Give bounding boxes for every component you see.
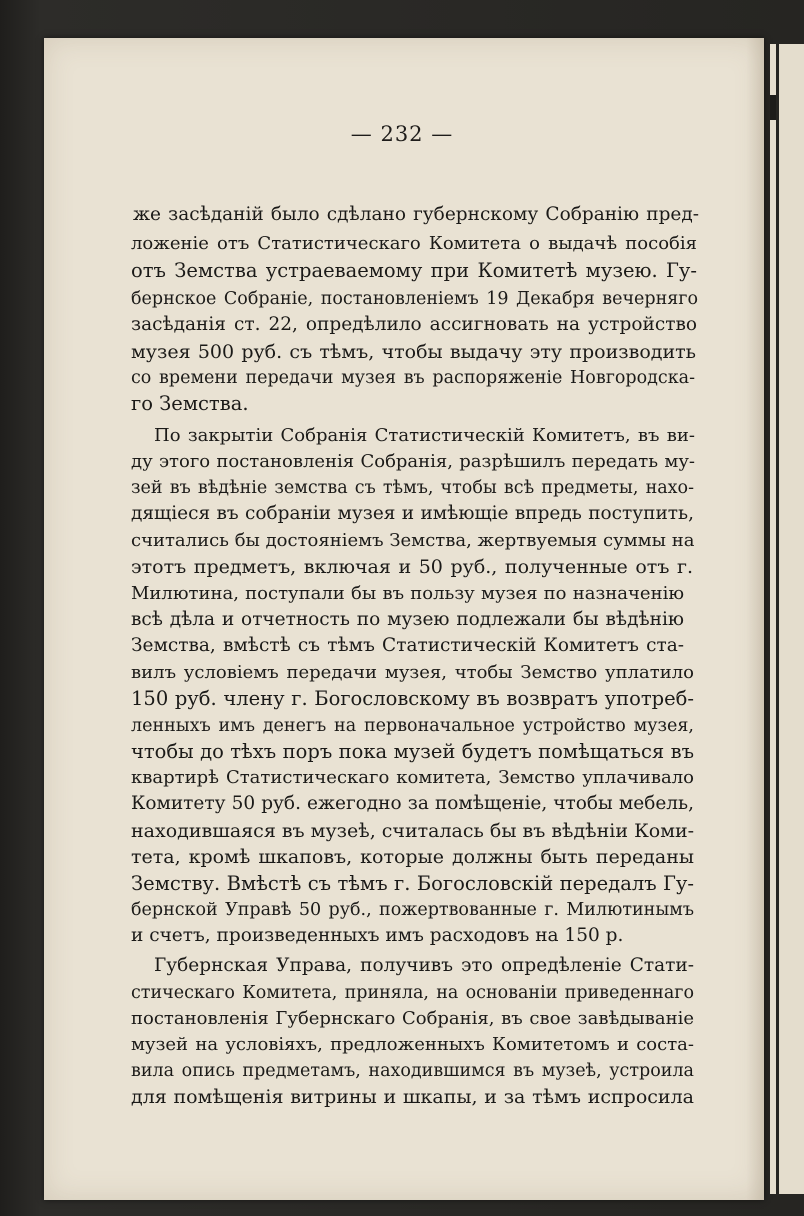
text-line: ду этого постановленія Собранія, разрѣшилъ передать му- (131, 451, 695, 472)
text-line: ложеніе отъ Статистическаго Комитета о выдачѣ пособія (131, 233, 697, 254)
text-line: Комитету 50 руб. ежегодно за помѣщеніе, чтобы мебель, (131, 793, 694, 814)
text-line: 150 руб. члену г. Богословскому въ возвратъ употреб- (131, 687, 694, 710)
text-line: со времени передачи музея въ распоряженіе Новгородска- (131, 368, 695, 388)
text-line: ленныхъ имъ денегъ на первоначальное устройство музея, (131, 716, 694, 736)
text-line: находившаяся въ музеѣ, считалась бы въ вѣдѣніи Коми- (131, 820, 695, 842)
text-line: музей на условіяхъ, предложенныхъ Комитетомъ и соста- (131, 1034, 694, 1055)
text-line: Земству. Вмѣстѣ съ тѣмъ г. Богословскій передалъ Гу- (131, 872, 694, 895)
text-line: Милютина, поступали бы въ пользу музея по назначенію (131, 583, 684, 604)
text-line: чтобы до тѣхъ поръ пока музей будетъ помѣщаться въ (131, 740, 694, 763)
text-line: этотъ предметъ, включая и 50 руб., полученные отъ г. (131, 556, 693, 578)
text-line: квартирѣ Статистическаго комитета, Земство уплачивало (131, 767, 694, 788)
text-line: зей въ вѣдѣніе земства съ тѣмъ, чтобы всѣ предметы, нахо- (131, 478, 694, 498)
text-line: музея 500 руб. съ тѣмъ, чтобы выдачу эту производить (131, 341, 696, 363)
text-line: считались бы достояніемъ Земства, жертвуемыя суммы на (131, 530, 695, 551)
text-line: всѣ дѣла и отчетность по музею подлежали бы вѣдѣнію (131, 609, 684, 630)
text-line: бернской Управѣ 50 руб., пожертвованные г. Милютинымъ (131, 900, 694, 920)
text-line: го Земства. (131, 392, 249, 415)
text-line: вилъ условіемъ передачи музея, чтобы Земство уплатило (131, 662, 694, 683)
page-number: — 232 — (350, 122, 454, 146)
text-line: бернское Собраніе, постановленіемъ 19 Декабря вечерняго (131, 289, 698, 309)
text-line: стическаго Комитета, приняла, на основаніи приведеннаго (131, 983, 694, 1003)
text-line: вила опись предметамъ, находившимся въ музеѣ, устроила (131, 1061, 694, 1081)
text-line: постановленія Губернскаго Собранія, въ свое завѣдываніе (131, 1008, 694, 1029)
text-line: По закрытіи Собранія Статистическій Комитетъ, въ ви- (154, 425, 695, 446)
text-line: же засѣданій было сдѣлано губернскому Собранію пред- (133, 204, 699, 225)
text-line: и счетъ, произведенныхъ имъ расходовъ на 150 р. (131, 925, 624, 946)
text-line: Губернская Управа, получивъ это опредѣленіе Стати- (154, 955, 694, 976)
text-line: дящіеся въ собраніи музея и имѣющіе впредь поступить, (131, 503, 694, 524)
text-line: Земства, вмѣстѣ съ тѣмъ Статистическій Комитетъ ста- (131, 635, 684, 656)
text-line: отъ Земства устраеваемому при Комитетѣ музею. Гу- (131, 259, 697, 282)
text-line: для помѣщенія витрины и шкапы, и за тѣмъ испросила (131, 1086, 694, 1108)
text-line: тета, кромѣ шкаповъ, которые должны быть переданы (131, 846, 694, 868)
text-line: засѣданія ст. 22, опредѣлило ассигновать на устройство (131, 314, 697, 335)
